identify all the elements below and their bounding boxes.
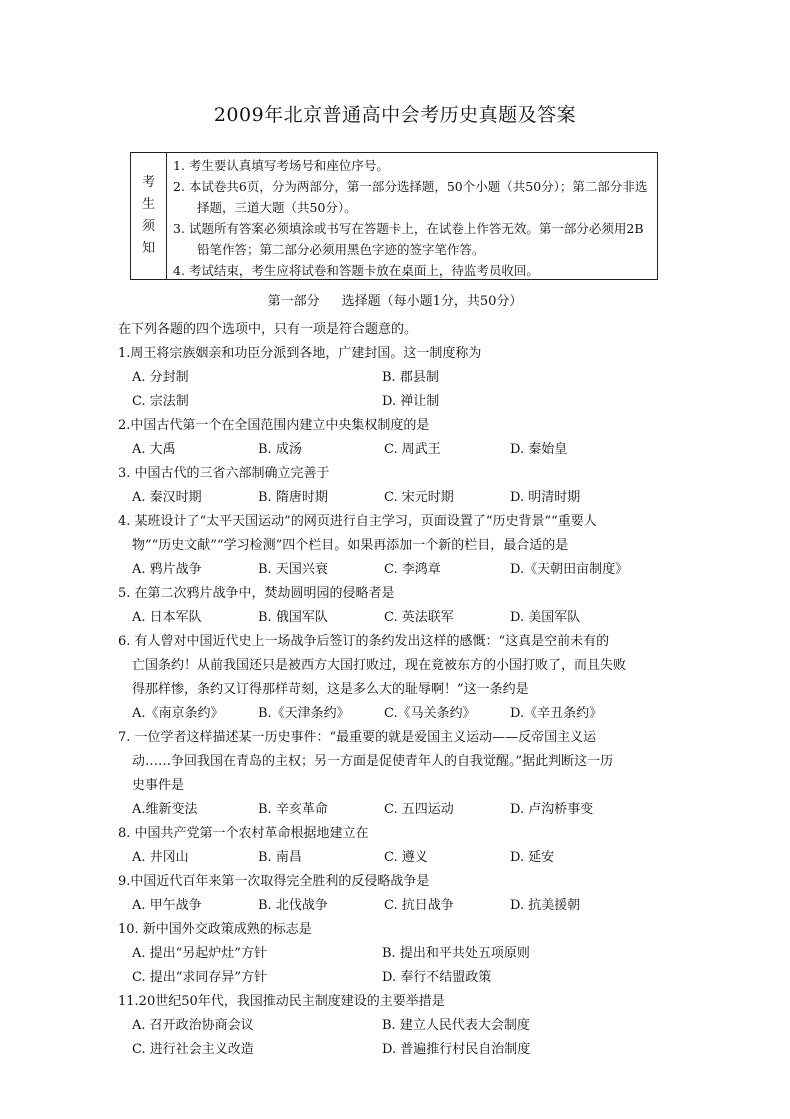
question-line: 10. 新中国外交政策成熟的标志是: [118, 922, 312, 937]
answer-option: A. 井冈山: [132, 850, 189, 865]
answer-option: C. 抗日战争: [384, 898, 454, 913]
question-stem: [118, 990, 678, 1014]
answer-option: A. 召开政治协商会议: [132, 1018, 254, 1033]
answer-option: D. 延安: [510, 850, 555, 865]
option-group: [118, 846, 678, 870]
option-group: [118, 942, 678, 990]
answer-option: C. 李鸿章: [384, 562, 441, 577]
question-line: 3. 中国古代的三省六部制确立完善于: [118, 466, 330, 481]
question-line: 4. 某班设计了“太平天国运动”的网页进行自主学习，页面设置了“历史背景”“重要人: [118, 514, 597, 529]
question-item: [118, 630, 678, 726]
answer-option: B. 成汤: [258, 442, 302, 457]
option-group: [118, 1014, 678, 1062]
option-group: [118, 894, 678, 918]
answer-option: D.《辛丑条约》: [510, 706, 603, 721]
question-stem: [118, 414, 678, 438]
section-desc: 选择题（每小题1分，共50分）: [341, 294, 523, 309]
question-stem: [118, 630, 678, 702]
answer-option: C. 英法联军: [384, 610, 454, 625]
question-item: [118, 462, 678, 510]
answer-option: D. 抗美援朝: [510, 898, 581, 913]
question-line: 史事件是: [132, 778, 185, 793]
notice-item: 3. 试题所有答案必须填涂或书写在答题卡上，在试卷上作答无效。第一部分必须用2B铅笔作答；第二部分必须用黑色字迹的签字笔作答。: [173, 221, 644, 257]
section-heading: [0, 290, 790, 309]
answer-option: D. 卢沟桥事变: [510, 802, 594, 817]
answer-option: C. 宋元时期: [384, 490, 454, 505]
answer-option: A. 分封制: [132, 370, 189, 385]
question-stem: [118, 582, 678, 606]
question-item: [118, 822, 678, 870]
question-line: 8. 中国共产党第一个农村革命根据地建立在: [118, 826, 369, 841]
instruction: 在下列各题的四个选项中，只有一项是符合题意的。: [118, 322, 418, 337]
question-item: [118, 990, 678, 1062]
answer-option: D. 美国军队: [510, 610, 581, 625]
notice-label-char: 须: [141, 219, 155, 234]
answer-option: B. 北伐战争: [258, 898, 328, 913]
question-stem: [118, 822, 678, 846]
question-stem: [118, 342, 678, 366]
notice-item: 2. 本试卷共6页，分为两部分，第一部分选择题，50个小题（共50分）；第二部分非选择题，三道大题（共50分）。: [173, 179, 648, 215]
answer-option: A. 大禹: [132, 442, 176, 457]
question-line: 5. 在第二次鸦片战争中，焚劫圆明园的侵略者是: [118, 586, 395, 601]
question-stem: [118, 462, 678, 486]
answer-option: B. 南昌: [258, 850, 302, 865]
answer-option: C. 周武王: [384, 442, 441, 457]
answer-option: B. 辛亥革命: [258, 802, 328, 817]
answer-option: B. 俄国军队: [258, 610, 328, 625]
question-item: [118, 414, 678, 462]
question-line: 得那样惨，条约又订得那样苛刻，这是多么大的耻辱啊！”这一条约是: [132, 682, 529, 697]
answer-option: D.《天朝田亩制度》: [510, 562, 629, 577]
option-group: [118, 606, 678, 630]
page-title: 2009年北京普通高中会考历史真题及答案: [213, 104, 577, 126]
option-group: [118, 438, 678, 462]
answer-option: A. 日本军队: [132, 610, 202, 625]
question-line: 9.中国近代百年来第一次取得完全胜利的反侵略战争是: [118, 874, 430, 889]
notice-label-char: 知: [141, 241, 155, 256]
notice-label-char: 考: [141, 175, 155, 190]
answer-option: D. 禅让制: [382, 394, 440, 409]
notice-item: 1. 考生要认真填写考场号和座位序号。: [173, 158, 389, 173]
question-stem: [118, 510, 678, 558]
question-line: 亡国条约！从前我国还只是被西方大国打败过，现在竟被东方的小国打败了，而且失败: [132, 658, 627, 673]
question-item: [118, 918, 678, 990]
question-stem: [118, 726, 678, 798]
answer-option: A. 秦汉时期: [132, 490, 202, 505]
option-group: [118, 366, 678, 414]
answer-option: B.《天津条约》: [258, 706, 350, 721]
question-line: 6. 有人曾对中国近代史上一场战争后签订的条约发出这样的感慨：“这真是空前未有的: [118, 634, 610, 649]
answer-option: B. 隋唐时期: [258, 490, 328, 505]
question-stem: [118, 918, 678, 942]
answer-option: C. 遵义: [384, 850, 428, 865]
notice-items: [167, 153, 657, 279]
notice-label-char: 生: [141, 197, 155, 212]
answer-option: D. 奉行不结盟政策: [382, 970, 492, 985]
question-item: [118, 726, 678, 822]
answer-option: B. 天国兴衰: [258, 562, 328, 577]
question-item: [118, 870, 678, 918]
answer-option: C. 五四运动: [384, 802, 454, 817]
option-group: [118, 558, 678, 582]
answer-option: D. 秦始皇: [510, 442, 568, 457]
answer-option: B. 建立人民代表大会制度: [382, 1018, 530, 1033]
question-line: 1.周王将宗族姻亲和功臣分派到各地，广建封国。这一制度称为: [118, 346, 482, 361]
answer-option: B. 郡县制: [382, 370, 439, 385]
answer-option: A.《南京条约》: [132, 706, 224, 721]
answer-option: A. 提出“另起炉灶”方针: [132, 946, 267, 961]
question-line: 7. 一位学者这样描述某一历史事件：“最重要的就是爱国主义运动——反帝国主义运: [118, 730, 597, 745]
answer-option: C. 进行社会主义改造: [132, 1042, 254, 1057]
section-part: 第一部分: [267, 294, 320, 309]
notice-box: [130, 152, 658, 280]
question-stem: [118, 870, 678, 894]
answer-option: C. 宗法制: [132, 394, 189, 409]
answer-option: A. 甲午战争: [132, 898, 202, 913]
question-item: [118, 510, 678, 582]
question-line: 11.20世纪50年代，我国推动民主制度建设的主要举措是: [118, 994, 445, 1009]
question-line: 动……争回我国在青岛的主权；另一方面是促使青年人的自我觉醒。”据此判断这一历: [132, 754, 614, 769]
answer-option: B. 提出和平共处五项原则: [382, 946, 530, 961]
answer-option: A. 鸦片战争: [132, 562, 202, 577]
option-group: [118, 702, 678, 726]
notice-item: 4. 考试结束，考生应将试卷和答题卡放在桌面上，待监考员收回。: [173, 263, 539, 278]
question-line: 2.中国古代第一个在全国范围内建立中央集权制度的是: [118, 418, 430, 433]
option-group: [118, 486, 678, 510]
answer-option: D. 普遍推行村民自治制度: [382, 1042, 531, 1057]
option-group: [118, 798, 678, 822]
answer-option: D. 明清时期: [510, 490, 581, 505]
notice-label: [131, 153, 167, 279]
answer-option: C. 提出“求同存异”方针: [132, 970, 268, 985]
question-list: [118, 318, 678, 1062]
question-item: [118, 342, 678, 414]
answer-option: C.《马关条约》: [384, 706, 476, 721]
question-line: 物”“历史文献”“学习检测”四个栏目。如果再添加一个新的栏目，最合适的是: [132, 538, 569, 553]
answer-option: A.维新变法: [132, 802, 198, 817]
question-item: [118, 582, 678, 630]
